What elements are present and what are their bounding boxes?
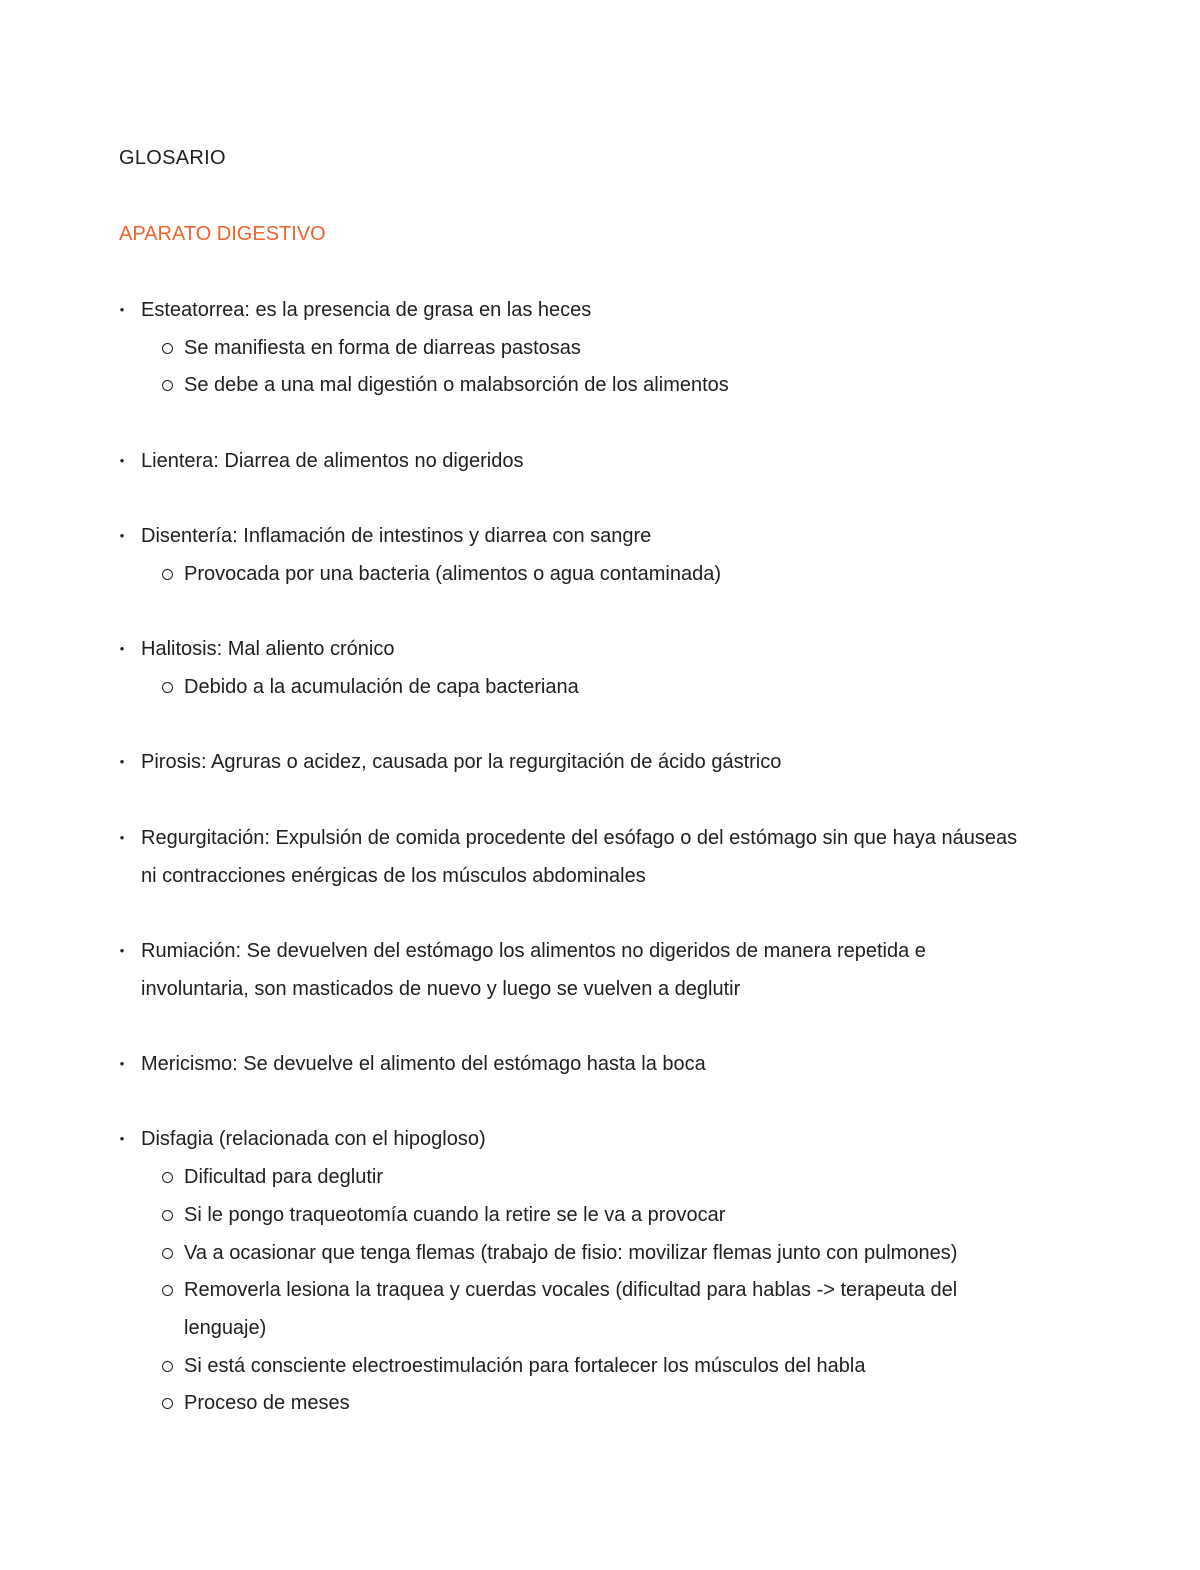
section-title: APARATO DIGESTIVO <box>119 223 326 245</box>
bullet-dot-icon: • <box>119 1056 125 1071</box>
hollow-circle-bullet-icon <box>161 1202 175 1228</box>
hollow-circle-bullet-icon <box>161 335 175 361</box>
sub-item-text: Provocada por una bacteria (alimentos o agua contaminada) <box>184 562 721 585</box>
entry-text: Lientera: Diarrea de alimentos no digeridos <box>141 449 524 472</box>
sub-item-text: Si le pongo traqueotomía cuando la retire se le va a provocar <box>184 1203 726 1226</box>
bullet-dot-icon: • <box>119 641 125 657</box>
entry-text: Halitosis: Mal aliento crónico <box>141 638 395 661</box>
sub-item-text: Removerla lesiona la traquea y cuerdas vocales (dificultad para hablas -> terapeuta del <box>184 1279 958 1302</box>
entry-text: Mericismo: Se devuelve el alimento del estómago hasta la boca <box>141 1053 706 1075</box>
entry-text: Regurgitación: Expulsión de comida procedente del esófago o del estómago sin que haya náuseas <box>141 826 1018 849</box>
entry-text: Disentería: Inflamación de intestinos y diarrea con sangre <box>141 525 652 548</box>
bullet-dot-icon: • <box>119 942 125 958</box>
bullet-dot-icon: • <box>119 528 125 544</box>
sub-item-text: Si está consciente electroestimulación para fortalecer los músculos del habla <box>184 1354 866 1377</box>
entry-text: Rumiación: Se devuelven del estómago los alimentos no digeridos de manera repetida e <box>141 939 926 962</box>
document-title: GLOSARIO <box>119 147 226 169</box>
sub-item-text: Se debe a una mal digestión o malabsorción de los alimentos <box>184 374 729 397</box>
bullet-dot-icon: • <box>119 829 125 845</box>
hollow-circle-bullet-icon <box>161 674 175 700</box>
entry-text: Disfagia (relacionada con el hipogloso) <box>141 1128 486 1151</box>
hollow-circle-bullet-icon <box>161 1277 175 1303</box>
sub-item-text: Dificultad para deglutir <box>184 1166 383 1189</box>
bullet-dot-icon: • <box>119 302 125 317</box>
bullet-dot-icon: • <box>119 452 125 468</box>
hollow-circle-bullet-icon <box>161 1164 175 1190</box>
entry-text-continuation: ni contracciones enérgicas de los músculos abdominales <box>141 864 646 887</box>
hollow-circle-bullet-icon <box>161 1353 175 1379</box>
sub-item-text: Se manifiesta en forma de diarreas pastosas <box>184 336 581 359</box>
hollow-circle-bullet-icon <box>161 372 175 398</box>
sub-item-text: Debido a la acumulación de capa bacteriana <box>184 676 579 698</box>
entry-text-continuation: involuntaria, son masticados de nuevo y luego se vuelven a deglutir <box>141 977 741 1000</box>
sub-item-text-continuation: lenguaje) <box>184 1316 267 1339</box>
bullet-dot-icon: • <box>119 754 125 770</box>
bullet-dot-icon: • <box>119 1131 125 1147</box>
hollow-circle-bullet-icon <box>161 1390 175 1416</box>
entry-text: Esteatorrea: es la presencia de grasa en las heces <box>141 299 592 321</box>
sub-item-text: Va a ocasionar que tenga flemas (trabajo de fisio: movilizar flemas junto con pulmones) <box>184 1241 958 1264</box>
entry-text: Pirosis: Agruras o acidez, causada por la regurgitación de ácido gástrico <box>141 751 782 774</box>
sub-item-text: Proceso de meses <box>184 1392 350 1415</box>
hollow-circle-bullet-icon <box>161 1240 175 1266</box>
hollow-circle-bullet-icon <box>161 561 175 587</box>
